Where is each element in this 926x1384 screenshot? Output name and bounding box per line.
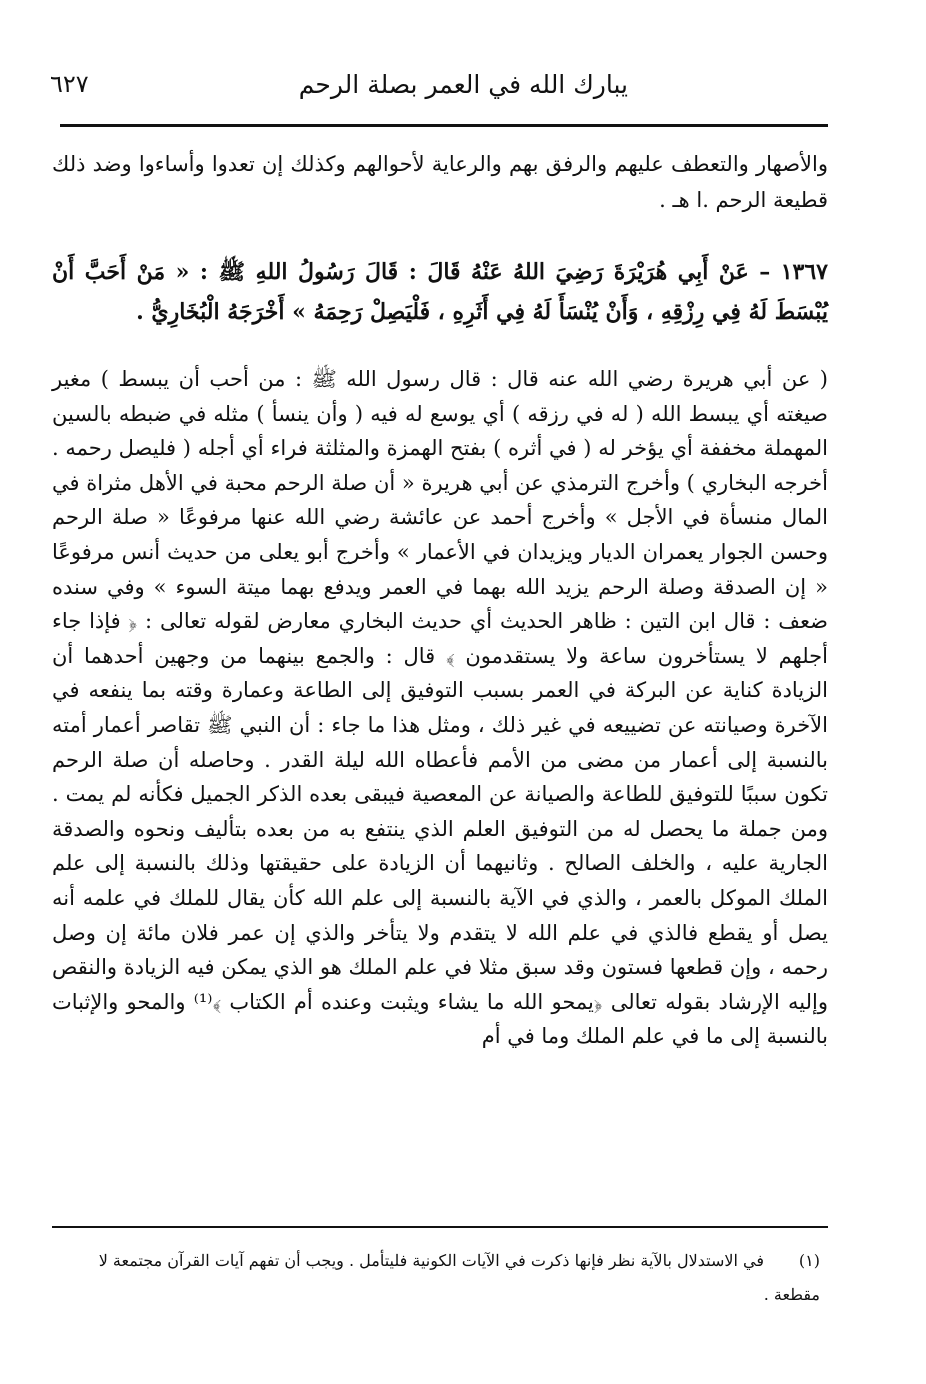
running-header bbox=[50, 70, 828, 114]
commentary-paragraph: ( عن أبي هريرة رضي الله عنه قال : قال رسول الله ﷺ : من أحب أن يبسط ) مغير صيغته أي يبسط الله ( له في رزقه ) أي يوسع له فيه ( وأن ينسأ ) مثله في ضبطه بالسين المهملة مخففة أي يؤخر له ( في أثره ) بفتح الهمزة والمثلثة فراء أي أجله ( فليصل رحمه . أخرجه البخاري ) وأخرج الترمذي عن أبي هريرة « أن صلة الرحم محبة في الأهل مثراة في المال منسأة في الأجل » وأخرج أحمد عن عائشة رضي الله عنها مرفوعًا « صلة الرحم وحسن الجوار يعمران الديار ويزيدان في الأعمار » وأخرج أبو يعلى من حديث أنس مرفوعًا « إن الصدقة وصلة الرحم يزيد الله بهما في العمر ويدفع بهما ميتة السوء » وفي سنده ضعف : قال ابن التين : ظاهر الحديث أي حديث البخاري معارض لقوله تعالى : ﴿ فإذا جاء أجلهم لا يستأخرون ساعة ولا يستقدمون ﴾ قال : والجمع بينهما من وجهين أحدهما أن الزيادة كناية عن البركة في العمر بسبب التوفيق إلى الطاعة وعمارة وقته بما ينفعه في الآخرة وصيانته عن تضييعه في غير ذلك ، ومثل هذا ما جاء : أن النبي ﷺ تقاصر أعمار أمته بالنسبة إلى أعمار من مضى من الأمم فأعطاه الله ليلة القدر . وحاصله أن صلة الرحم تكون سببًا للتوفيق للطاعة والصيانة عن المعصية فيبقى بعده الذكر الجميل فكأنه لم يمت . ومن جملة ما يحصل له من التوفيق العلم الذي ينتفع به من بعده بتأليف ونحوه والصدقة الجارية عليه ، والخلف الصالح . وثانيهما أن الزيادة على حقيقتها وذلك بالنسبة إلى علم الملك الموكل بالعمر ، والذي في الآية بالنسبة إلى علم الله كأن يقال للملك في علمه أنه يصل أو يقطع فالذي في علم الله لا يتقدم ولا يتأخر والذي إن عمر فلان مائة إن وصل رحمه ، وإن قطعها فستون وقد سبق مثلا في علم الملك هو الذي يمكن فيه الزيادة والنقص وإليه الإرشاد بقوله تعالى ﴿يمحو الله ما يشاء ويثبت وعنده أم الكتاب ﴾⁽¹⁾ والمحو والإثبات بالنسبة إلى ما في علم الملك وما في أم bbox=[52, 367, 828, 1049]
footnote bbox=[52, 1244, 820, 1312]
page-number: ٦٢٧ bbox=[50, 70, 89, 98]
intro-paragraph: والأصهار والتعطف عليهم والرفق بهم والرعاية لأحوالهم وكذلك إن تعدوا وأساءوا وضد ذلك قطيعة الرحم .ا هـ . bbox=[52, 152, 828, 212]
footnote-number: (١) bbox=[798, 1251, 820, 1270]
footnote-rule bbox=[52, 1226, 828, 1228]
hadith-text: ١٣٦٧ – عَنْ أَبِي هُرَيْرَةَ رَضِيَ اللهُ عَنْهُ قَالَ : قَالَ رَسُولُ اللهِ ﷺ : « مَنْ أَحَبَّ أَنْ يُبْسَطَ لَهُ فِي رِزْقِهِ ، وَأَنْ يُنْسَأَ لَهُ فِي أَثَرِهِ ، فَلْيَصِلْ رَحِمَهُ » أَخْرَجَهُ الْبُخَارِيُّ . bbox=[52, 259, 828, 325]
header-rule bbox=[60, 124, 828, 127]
chapter-title: يبارك الله في العمر بصلة الرحم bbox=[298, 70, 628, 99]
footnote-text: في الاستدلال بالآية نظر فإنها ذكرت في الآيات الكونية فليتأمل . ويجب أن تفهم آيات القرآن مجتمعة لا مقطعة . bbox=[98, 1251, 820, 1304]
